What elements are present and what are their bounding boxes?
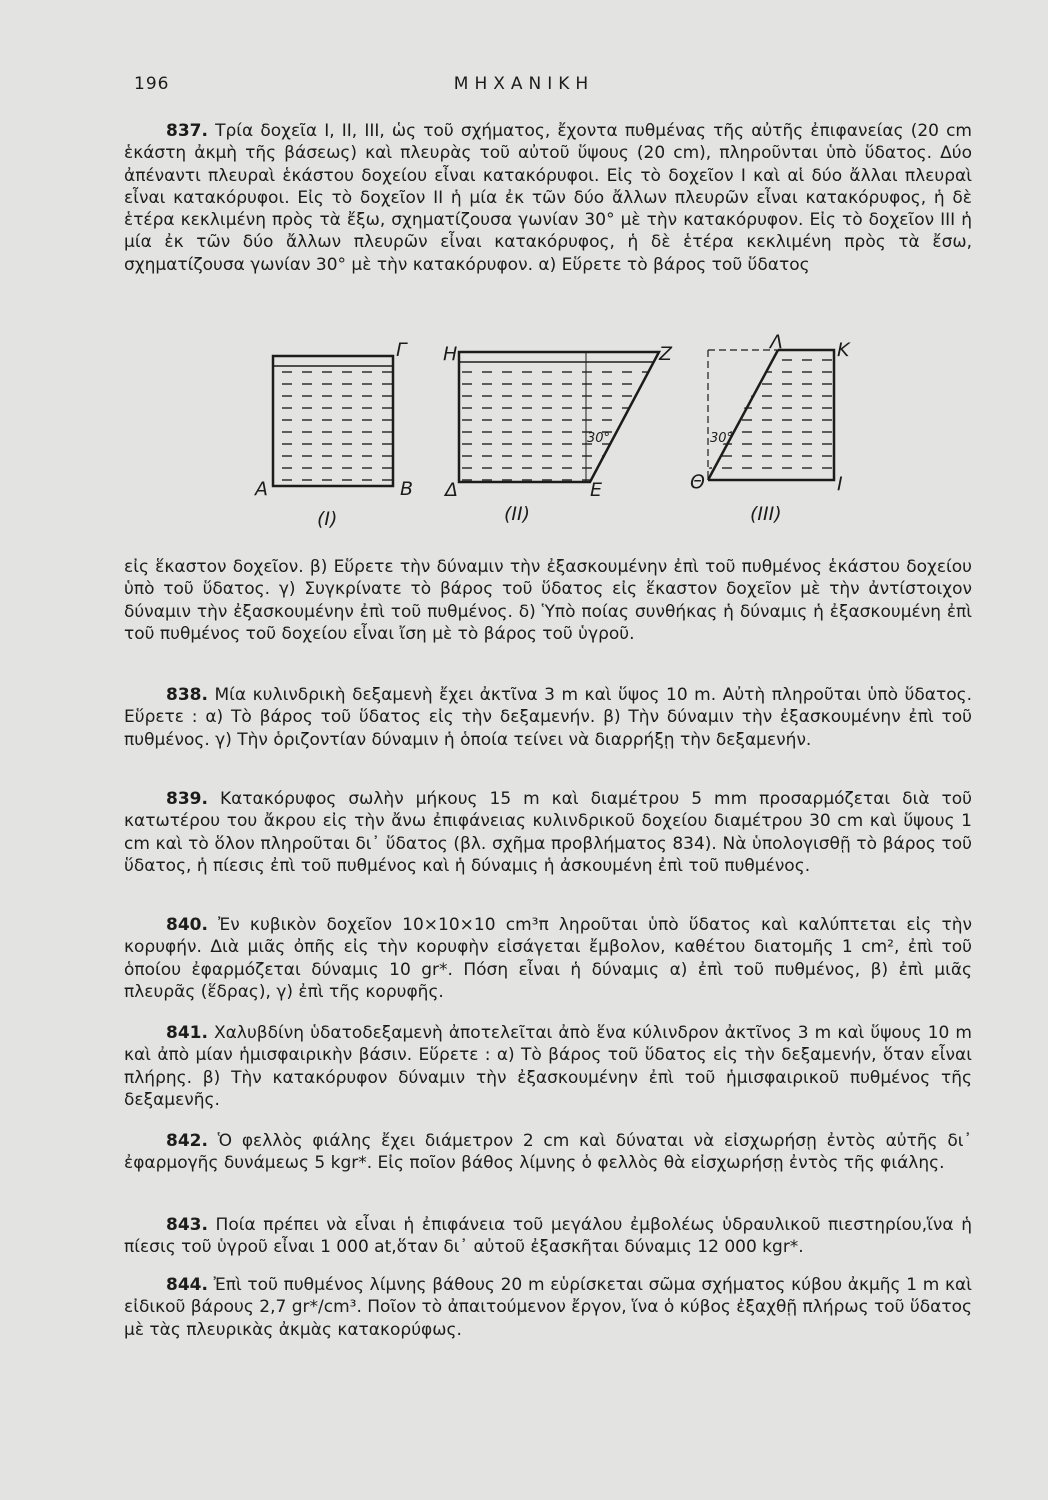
vessel-3-label-theta: Θ xyxy=(690,471,705,493)
vessels-figure xyxy=(240,330,880,535)
problem-844 xyxy=(124,1274,972,1341)
problem-text: Ἐν κυβικὸν δοχεῖον 10×10×10 cm³π ληροῦται ὑπὸ ὕδατος καὶ καλύπτεται εἰς τὴν κορυφήν. Διὰ μιᾶς ὀπῆς εἰς τὴν κορυφὴν εἰσάγεται ἔμβολον, καθέτου διατομῆς 1 cm², ἐπὶ τοῦ ὁποίου ἐφαρμόζεται δύναμις 10 gr*. Πόση εἶναι ἡ δύναμις α) ἐπὶ τοῦ πυθμένος, β) ἐπὶ μιᾶς πλευρᾶς (ἕδρας), γ) ἐπὶ τῆς κορυφῆς. xyxy=(124,915,972,1002)
vessel-3-label-kappa: Κ xyxy=(837,339,850,361)
vessel-2-label-epsilon: Ε xyxy=(590,479,603,501)
vessel-2 xyxy=(443,343,673,525)
problem-number: 841. xyxy=(166,1023,208,1043)
vessel-2-water xyxy=(459,362,659,484)
problem-838 xyxy=(124,684,972,751)
problem-843 xyxy=(124,1214,972,1259)
problem-text: Τρία δοχεῖα I, II, III, ὡς τοῦ σχήματος, ἔχοντα πυθμένας τῆς αὐτῆς ἐπιφανείας (20 cm ἑκάστη ἀκμὴ τῆς βάσεως) καὶ πλευρὰς τοῦ αὐτοῦ ὕψους (20 cm), πληροῦνται ὑπὸ ὕδατος. Δύο ἀπέναντι πλευραὶ ἑκάστου δοχείου εἶναι κατακόρυφοι. Εἰς τὸ δοχεῖον I καὶ αἱ δύο ἄλλαι πλευραὶ εἶναι κατακόρυφοι. Εἰς τὸ δοχεῖον II ἡ μία ἐκ τῶν δύο ἄλλων πλευρῶν εἶναι κατακόρυφος, ἡ δὲ ἑτέρα κεκλιμένη πρὸς τὰ ἔξω, σχηματίζουσα γωνίαν 30° μὲ τὴν κατακόρυφον. Εἰς τὸ δοχεῖον III ἡ μία ἐκ τῶν δύο ἄλλων πλευρῶν εἶναι κατακόρυφος, ἡ δὲ ἑτέρα κεκλιμένη πρὸς τὰ ἔσω, σχηματίζουσα γωνίαν 30° μὲ τὴν κατακόρυφον. α) Εὕρετε τὸ βάρος τοῦ ὕδατος xyxy=(124,121,972,275)
problem-text: Ὁ φελλὸς φιάλης ἔχει διάμετρον 2 cm καὶ δύναται νὰ εἰσχωρήσῃ ἐντὸς αὐτῆς δι᾽ ἐφαρμογῆς δυνάμεως 5 kgr*. Εἰς ποῖον βάθος λίμνης ὁ φελλὸς θὰ εἰσχωρήσῃ ἐντὸς τῆς φιάλης. xyxy=(124,1131,972,1174)
vessel-3-water xyxy=(708,350,834,470)
problem-text: Χαλυβδίνη ὑδατοδεξαμενὴ ἀποτελεῖται ἀπὸ ἕνα κύλινδρον ἀκτῖνος 3 m καὶ ὕψους 10 m καὶ ἀπὸ μίαν ἡμισφαιρικὴν βάσιν. Εὕρετε : α) Τὸ βάρος τοῦ ὕδατος εἰς τὴν δεξαμενήν, ὅταν εἶναι πλήρης. β) Τὴν κατακόρυφον δύναμιν τὴν ἐξασκουμένην ἐπὶ τοῦ ἡμισφαιρικοῦ πυθμένος τῆς δεξαμενῆς. xyxy=(124,1023,972,1110)
vessel-1-label-gamma: Γ xyxy=(396,339,407,361)
problem-840 xyxy=(124,914,972,1003)
vessel-3 xyxy=(690,331,851,525)
problem-number: 843. xyxy=(166,1215,208,1235)
problem-text: Κατακόρυφος σωλὴν μήκους 15 m καὶ διαμέτρου 5 mm προσαρμόζεται διὰ τοῦ κατωτέρου του ἄκρου εἰς τὴν ἄνω ἐπιφάνειας κυλινδρικοῦ δοχείου διαμέτρου 30 cm καὶ ὕψους 1 cm καὶ τὸ ὅλον πληροῦται δι᾽ ὕδατος (βλ. σχῆμα προβλήματος 834). Νὰ ὑπολογισθῇ τὸ βάρος τοῦ ὕδατος, ἡ πίεσις ἐπὶ τοῦ πυθμένος καὶ ἡ δύναμις ἡ ἀσκουμένη ἐπὶ τοῦ πυθμένος. xyxy=(124,789,972,876)
problem-number: 837. xyxy=(166,121,208,141)
vessel-1-water xyxy=(273,366,393,486)
problem-number: 844. xyxy=(166,1275,208,1295)
vessel-1 xyxy=(253,339,413,530)
vessel-1-label-beta: Β xyxy=(400,478,414,500)
vessel-1-label-alpha: Α xyxy=(255,478,268,500)
problem-842 xyxy=(124,1130,972,1175)
vessel-2-label-zeta: Ζ xyxy=(659,343,673,365)
vessel-3-label-lambda: Λ xyxy=(770,331,783,353)
problem-837-continuation: εἰς ἕκαστον δοχεῖον. β) Εὕρετε τὴν δύναμιν τὴν ἐξασκουμένην ἐπὶ τοῦ πυθμένος ἑκάστου δοχείου ὑπὸ τοῦ ὕδατος. γ) Συγκρίνατε τὸ βάρος τοῦ ὕδατος εἰς ἕκαστον δοχεῖον μὲ τὴν ἀντίστοιχον δύναμιν τὴν ἐξασκουμένην ἐπὶ τοῦ πυθμένος. δ) Ὑπὸ ποίας συνθήκας ἡ δύναμις ἡ ἐξασκουμένη ἐπὶ τοῦ πυθμένος τοῦ δοχείου εἶναι ἴση μὲ τὸ βάρος τοῦ ὑγροῦ. xyxy=(124,557,972,644)
running-title: ΜΗΧΑΝΙΚΗ xyxy=(453,74,595,94)
problem-number: 840. xyxy=(166,915,208,935)
vessel-2-label-eta: Η xyxy=(443,343,458,365)
vessel-2-caption: (II) xyxy=(504,503,531,525)
vessel-3-label-iota: Ι xyxy=(837,473,843,495)
problem-839 xyxy=(124,788,972,877)
vessel-1-caption: (I) xyxy=(317,508,338,530)
problem-841 xyxy=(124,1022,972,1111)
problem-text: Ἐπὶ τοῦ πυθμένος λίμνης βάθους 20 m εὑρίσκεται σῶμα σχήματος κύβου ἀκμῆς 1 m καὶ εἰδικοῦ βάρους 2,7 gr*/cm³. Ποῖον τὸ ἀπαιτούμενον ἔργον, ἵνα ὁ κύβος ἐξαχθῇ πλήρως τοῦ ὕδατος μὲ τὰς πλευρικὰς ἀκμὰς κατακορύφως. xyxy=(124,1275,972,1340)
vessel-3-caption: (III) xyxy=(750,503,782,525)
problem-text: Ποία πρέπει νὰ εἶναι ἡ ἐπιφάνεια τοῦ μεγάλου ἐμβολέως ὑδραυλικοῦ πιεστηρίου,ἵνα ἡ πίεσις τοῦ ὑγροῦ εἶναι 1 000 at,ὅταν δι᾽ αὐτοῦ ἐξασκῆται δύναμις 12 000 kgr*. xyxy=(124,1215,972,1258)
problem-number: 838. xyxy=(166,685,208,705)
problem-number: 842. xyxy=(166,1131,208,1151)
page-header xyxy=(0,74,1048,98)
problem-text: Μία κυλινδρικὴ δεξαμενὴ ἔχει ἀκτῖνα 3 m καὶ ὕψος 10 m. Αὐτὴ πληροῦται ὑπὸ ὕδατος. Εὕρετε : α) Τὸ βάρος τοῦ ὕδατος εἰς τὴν δεξαμενήν. β) Τὴν δύναμιν τὴν ἐξασκουμένην ἐπὶ τοῦ πυθμένος. γ) Τὴν ὁριζοντίαν δύναμιν ἡ ὁποία τείνει νὰ διαρρήξῃ τὴν δεξαμενήν. xyxy=(124,685,972,750)
vessel-2-angle: 30° xyxy=(587,431,611,446)
problem-837-intro xyxy=(124,120,972,276)
vessel-3-angle: 30° xyxy=(710,431,734,446)
vessels-diagram xyxy=(240,330,880,535)
problem-number: 839. xyxy=(166,789,208,809)
vessel-2-label-delta: Δ xyxy=(445,479,458,501)
page-number: 196 xyxy=(134,74,170,94)
